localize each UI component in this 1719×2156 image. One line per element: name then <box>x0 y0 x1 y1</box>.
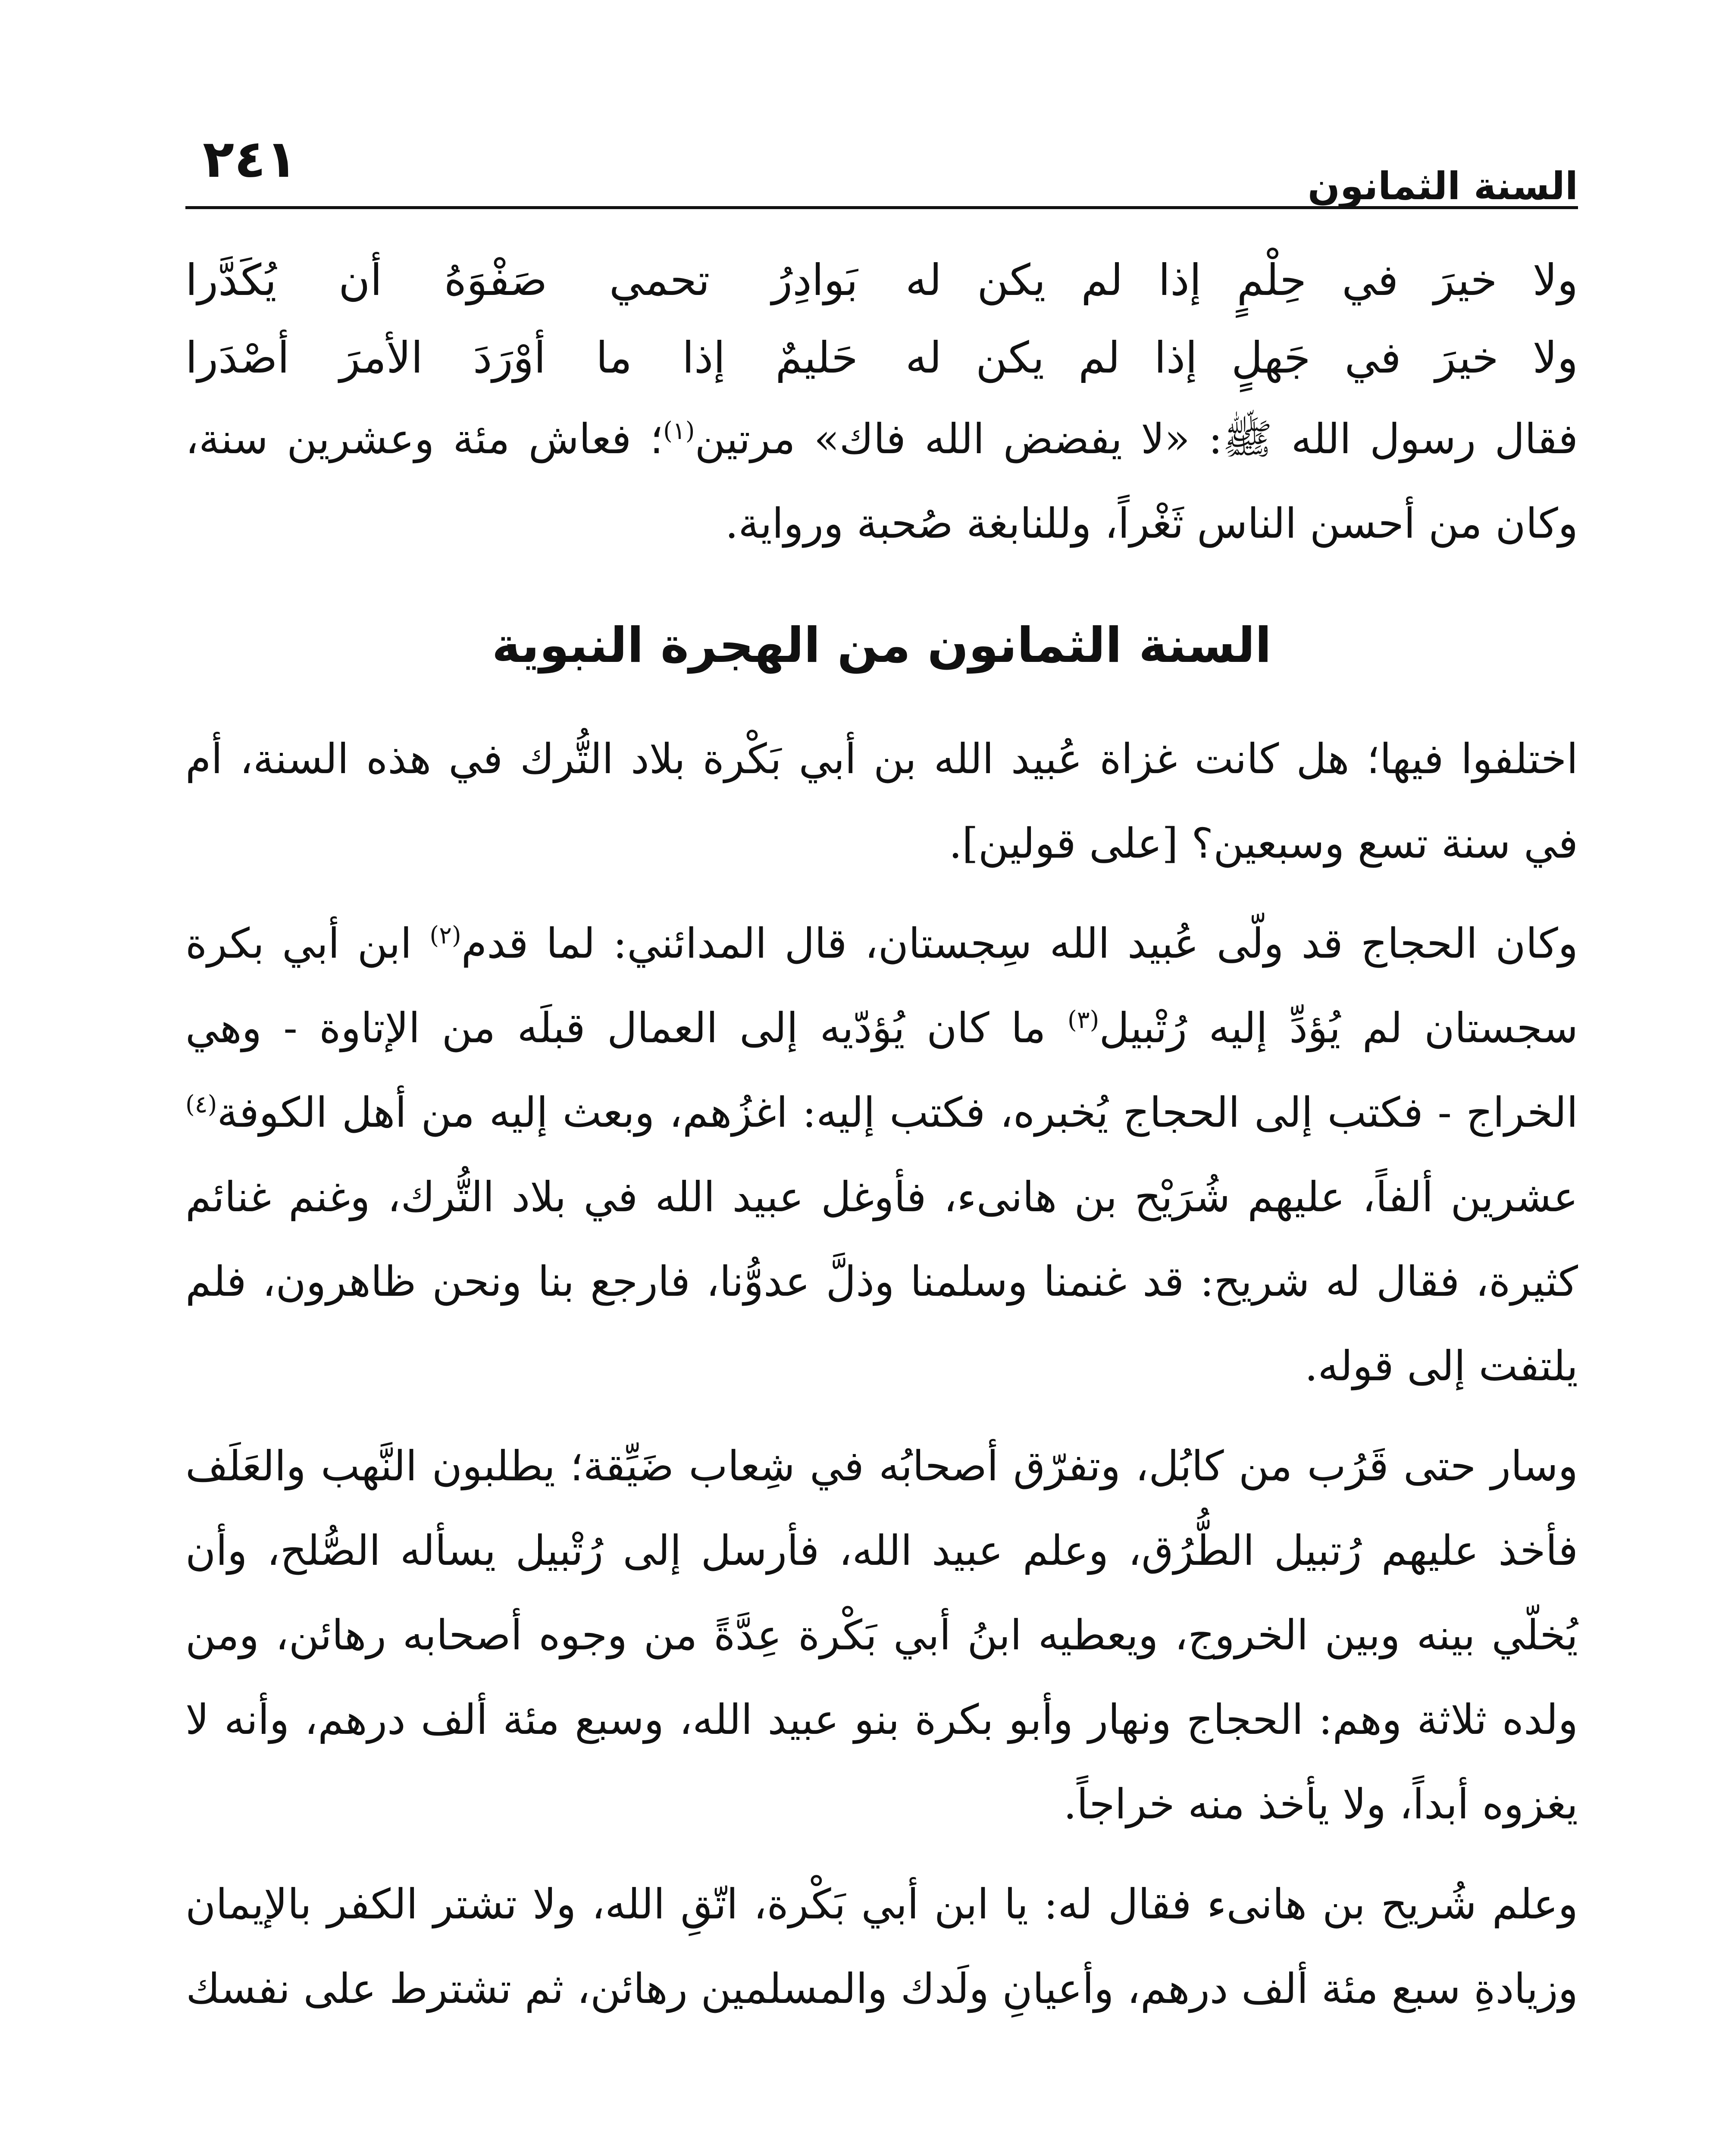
paragraph-text: ابن أبي بكرة سجستان لم يُؤدِّ إليه رُتْبيل <box>185 919 1578 1052</box>
paragraph <box>185 397 1578 566</box>
section-heading: السنة الثمانون من الهجرة النبوية <box>492 617 1272 674</box>
verse-first-hemistich: ولا خيرَ في حِلْمٍ إذا لم يكن له <box>905 255 1578 305</box>
running-head: السنة الثمانون <box>1307 164 1578 208</box>
footnote-marker: (٤) <box>185 1091 217 1119</box>
page-header <box>185 129 1578 207</box>
paragraph-text: وكان الحجاج قد ولّى عُبيد الله سِجستان، قال المدائني: لما قدم <box>461 919 1578 968</box>
verse-first-hemistich: ولا خيرَ في جَهلٍ إذا لم يكن له <box>905 332 1578 383</box>
verse-second-hemistich: بَوادِرُ تحمي صَفْوَهُ أن يُكَدَّرا <box>185 255 858 305</box>
footnote-marker: (٢) <box>429 921 461 950</box>
page-number: ٢٤١ <box>203 129 297 189</box>
paragraph: وسار حتى قَرُب من كابُل، وتفرّق أصحابُه في شِعاب ضَيِّقة؛ يطلبون النَّهب والعَلَف فأخذ عليهم رُتبيل الطُّرُق، وعلم عبيد الله، فأرسل إلى رُتْبيل يسأله الصُّلح، وأن يُخلّي بينه وبين الخروج، ويعطيه ابنُ أبي بَكْرة عِدَّةً من وجوه أصحابه رهائن، ومن ولده ثلاثة وهم: الحجاج ونهار وأبو بكرة بنو عبيد الله، وسبع مئة ألف درهم، وأنه لا يغزوه أبداً، ولا يأخذ منه خراجاً. <box>185 1442 1578 1828</box>
paragraph <box>185 901 1578 1408</box>
header-rule <box>185 206 1578 209</box>
paragraph-text: عشرين ألفاً، عليهم شُرَيْح بن هانىء، فأوغل عبيد الله في بلاد التُّرك، وغنم غنائم كثيرة، فقال له شريح: قد غنمنا وسلمنا وذلَّ عدوُّنا، فارجع بنا ونحن ظاهرون، فلم يلتفت إلى قوله. <box>185 1173 1578 1390</box>
paragraph: وعلم شُريح بن هانىء فقال له: يا ابن أبي بَكْرة، اتّقِ الله، ولا تشتر الكفر بالإيمان وزيادةِ سبع مئة ألف درهم، وأعيانِ ولَدك والمسلمين رهائن، ثم تشترط على نفسك <box>185 1880 1578 2013</box>
verse-second-hemistich: حَليمٌ إذا ما أوْرَدَ الأمرَ أصْدَرا <box>185 332 858 383</box>
footnote-marker: (١) <box>663 417 695 445</box>
paragraph-text: ؛ فعاش مئة وعشرين سنة، وكان من أحسن الناس ثَغْراً، وللنابغة صُحبة ورواية. <box>185 415 1578 548</box>
page-body <box>185 241 1578 2031</box>
verse-line <box>185 241 1578 319</box>
paragraph: اختلفوا فيها؛ هل كانت غزاة عُبيد الله بن أبي بَكْرة بلاد التُّرك في هذه السنة، أم في سنة تسع وسبعين؟ [على قولين]. <box>185 735 1578 868</box>
footnote-marker: (٣) <box>1068 1006 1099 1034</box>
paragraph-text: فقال رسول الله ﷺ: «لا يفضض الله فاك» مرتين <box>695 415 1578 463</box>
paragraph-text: ما كان يُؤدّيه إلى العمال قبلَه من الإتاوة - وهي الخراج - فكتب إلى الحجاج يُخبره، فكتب إليه: اغزُهم، وبعث إليه من أهل الكوفة <box>185 1004 1578 1137</box>
verse-line <box>185 319 1578 397</box>
